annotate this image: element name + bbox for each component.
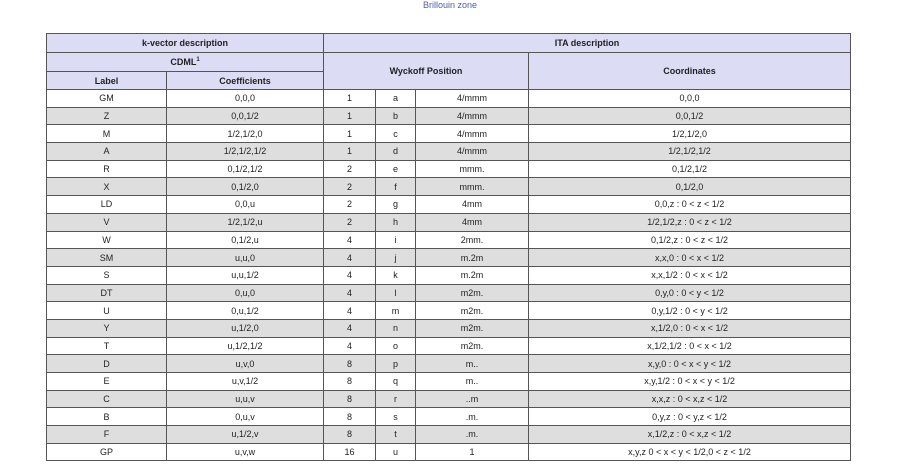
wyckoff-letter-cell: o <box>376 337 416 355</box>
multiplicity-cell: 4 <box>324 249 376 267</box>
table-row <box>47 319 851 337</box>
table-row <box>47 160 851 178</box>
site-symmetry-cell: ..m <box>416 390 529 408</box>
multiplicity-cell: 8 <box>324 355 376 373</box>
coordinates-cell: 1/2,1/2,z : 0 < z < 1/2 <box>529 213 851 231</box>
coefficients-cell: u,u,0 <box>167 249 324 267</box>
wyckoff-letter-cell: h <box>376 213 416 231</box>
table-row <box>47 178 851 196</box>
label-cell: LD <box>47 196 167 214</box>
coordinates-cell: x,1/2,z : 0 < x,z < 1/2 <box>529 426 851 444</box>
coefficients-cell: u,v,w <box>167 443 324 461</box>
site-symmetry-cell: 4/mmm <box>416 107 529 125</box>
multiplicity-cell: 8 <box>324 426 376 444</box>
label-cell: F <box>47 426 167 444</box>
site-symmetry-cell: m2m. <box>416 302 529 320</box>
coefficients-cell: 0,1/2,1/2 <box>167 160 324 178</box>
coordinates-cell: 0,0,1/2 <box>529 107 851 125</box>
site-symmetry-cell: mmm. <box>416 178 529 196</box>
wyckoff-letter-cell: c <box>376 125 416 143</box>
k-vector-description-header: k-vector description <box>47 34 324 53</box>
site-symmetry-cell: 4mm <box>416 196 529 214</box>
site-symmetry-cell: .m. <box>416 408 529 426</box>
site-symmetry-cell: m.. <box>416 355 529 373</box>
coordinates-cell: 0,y,z : 0 < y,z < 1/2 <box>529 408 851 426</box>
site-symmetry-cell: m.2m <box>416 266 529 284</box>
coefficients-cell: u,v,0 <box>167 355 324 373</box>
multiplicity-cell: 4 <box>324 231 376 249</box>
coordinates-header: Coordinates <box>529 53 851 90</box>
wyckoff-letter-cell: n <box>376 319 416 337</box>
label-cell: X <box>47 178 167 196</box>
label-header: Label <box>47 72 167 90</box>
label-cell: R <box>47 160 167 178</box>
wyckoff-letter-cell: u <box>376 443 416 461</box>
wyckoff-letter-cell: l <box>376 284 416 302</box>
wyckoff-letter-cell: q <box>376 373 416 391</box>
table-row <box>47 107 851 125</box>
coefficients-cell: u,u,v <box>167 390 324 408</box>
wyckoff-letter-cell: p <box>376 355 416 373</box>
coordinates-cell: x,1/2,0 : 0 < x < 1/2 <box>529 319 851 337</box>
label-cell: U <box>47 302 167 320</box>
coefficients-cell: u,1/2,v <box>167 426 324 444</box>
coordinates-cell: 1/2,1/2,1/2 <box>529 143 851 161</box>
site-symmetry-cell: m.2m <box>416 249 529 267</box>
site-symmetry-cell: mmm. <box>416 160 529 178</box>
label-cell: S <box>47 266 167 284</box>
label-cell: V <box>47 213 167 231</box>
cdml-header <box>47 53 324 72</box>
multiplicity-cell: 4 <box>324 337 376 355</box>
coordinates-cell: 0,1/2,z : 0 < z < 1/2 <box>529 231 851 249</box>
coefficients-cell: u,1/2,1/2 <box>167 337 324 355</box>
wyckoff-letter-cell: s <box>376 408 416 426</box>
table-row <box>47 426 851 444</box>
coordinates-cell: x,x,1/2 : 0 < x < 1/2 <box>529 266 851 284</box>
wyckoff-letter-cell: t <box>376 426 416 444</box>
coefficients-cell: 0,u,1/2 <box>167 302 324 320</box>
site-symmetry-cell: m2m. <box>416 319 529 337</box>
table-row <box>47 196 851 214</box>
table-row <box>47 125 851 143</box>
wyckoff-letter-cell: d <box>376 143 416 161</box>
coefficients-cell: 0,0,u <box>167 196 324 214</box>
multiplicity-cell: 2 <box>324 160 376 178</box>
brillouin-zone-link[interactable]: Brillouin zone <box>422 0 478 10</box>
table-row <box>47 249 851 267</box>
site-symmetry-cell: 4mm <box>416 213 529 231</box>
coordinates-cell: x,y,z 0 < x < y < 1/2,0 < z < 1/2 <box>529 443 851 461</box>
site-symmetry-cell: 4/mmm <box>416 143 529 161</box>
table-row <box>47 443 851 461</box>
wyckoff-position-header: Wyckoff Position <box>324 53 529 90</box>
label-cell: M <box>47 125 167 143</box>
label-cell: A <box>47 143 167 161</box>
coefficients-cell: u,u,1/2 <box>167 266 324 284</box>
coordinates-cell: 0,1/2,0 <box>529 178 851 196</box>
multiplicity-cell: 16 <box>324 443 376 461</box>
coefficients-cell: u,1/2,0 <box>167 319 324 337</box>
coefficients-header: Coefficients <box>167 72 324 90</box>
coefficients-cell: 0,1/2,u <box>167 231 324 249</box>
table-row <box>47 284 851 302</box>
coefficients-cell: 0,u,v <box>167 408 324 426</box>
coefficients-cell: 0,0,1/2 <box>167 107 324 125</box>
multiplicity-cell: 2 <box>324 196 376 214</box>
wyckoff-letter-cell: r <box>376 390 416 408</box>
label-cell: DT <box>47 284 167 302</box>
site-symmetry-cell: m.. <box>416 373 529 391</box>
wyckoff-letter-cell: k <box>376 266 416 284</box>
label-cell: SM <box>47 249 167 267</box>
label-cell: W <box>47 231 167 249</box>
wyckoff-letter-cell: e <box>376 160 416 178</box>
cdml-footnote-link[interactable]: 1 <box>196 57 200 63</box>
label-cell: B <box>47 408 167 426</box>
coordinates-cell: x,x,0 : 0 < x < 1/2 <box>529 249 851 267</box>
label-cell: E <box>47 373 167 391</box>
label-cell: GM <box>47 90 167 108</box>
coordinates-cell: x,x,z : 0 < x,z < 1/2 <box>529 390 851 408</box>
coefficients-cell: 0,u,0 <box>167 284 324 302</box>
site-symmetry-cell: m2m. <box>416 284 529 302</box>
coordinates-cell: 0,y,0 : 0 < y < 1/2 <box>529 284 851 302</box>
table-row <box>47 90 851 108</box>
coefficients-cell: 1/2,1/2,1/2 <box>167 143 324 161</box>
multiplicity-cell: 1 <box>324 125 376 143</box>
table-row <box>47 266 851 284</box>
table-row <box>47 302 851 320</box>
table-row <box>47 355 851 373</box>
label-cell: D <box>47 355 167 373</box>
multiplicity-cell: 1 <box>324 90 376 108</box>
site-symmetry-cell: 4/mmm <box>416 125 529 143</box>
site-symmetry-cell: m2m. <box>416 337 529 355</box>
coefficients-cell: 0,0,0 <box>167 90 324 108</box>
multiplicity-cell: 4 <box>324 284 376 302</box>
label-cell: C <box>47 390 167 408</box>
label-cell: Y <box>47 319 167 337</box>
multiplicity-cell: 1 <box>324 143 376 161</box>
coefficients-cell: 0,1/2,0 <box>167 178 324 196</box>
label-cell: GP <box>47 443 167 461</box>
table-row <box>47 337 851 355</box>
cdml-label: CDML <box>170 57 197 67</box>
multiplicity-cell: 8 <box>324 373 376 391</box>
coordinates-cell: x,y,1/2 : 0 < x < y < 1/2 <box>529 373 851 391</box>
multiplicity-cell: 4 <box>324 302 376 320</box>
coordinates-cell: 1/2,1/2,0 <box>529 125 851 143</box>
coordinates-cell: 0,0,z : 0 < z < 1/2 <box>529 196 851 214</box>
multiplicity-cell: 8 <box>324 390 376 408</box>
coefficients-cell: 1/2,1/2,0 <box>167 125 324 143</box>
site-symmetry-cell: 4/mmm <box>416 90 529 108</box>
coordinates-cell: 0,1/2,1/2 <box>529 160 851 178</box>
table-row <box>47 213 851 231</box>
label-cell: T <box>47 337 167 355</box>
site-symmetry-cell: 1 <box>416 443 529 461</box>
table-row <box>47 408 851 426</box>
coordinates-cell: 0,y,1/2 : 0 < y < 1/2 <box>529 302 851 320</box>
multiplicity-cell: 4 <box>324 266 376 284</box>
multiplicity-cell: 2 <box>324 178 376 196</box>
multiplicity-cell: 4 <box>324 319 376 337</box>
multiplicity-cell: 2 <box>324 213 376 231</box>
k-vector-table <box>46 33 851 461</box>
wyckoff-letter-cell: f <box>376 178 416 196</box>
table-row <box>47 231 851 249</box>
coordinates-cell: 0,0,0 <box>529 90 851 108</box>
wyckoff-letter-cell: i <box>376 231 416 249</box>
wyckoff-letter-cell: g <box>376 196 416 214</box>
k-vector-rows <box>47 90 851 461</box>
site-symmetry-cell: 2mm. <box>416 231 529 249</box>
site-symmetry-cell: .m. <box>416 426 529 444</box>
wyckoff-letter-cell: b <box>376 107 416 125</box>
coefficients-cell: u,v,1/2 <box>167 373 324 391</box>
coefficients-cell: 1/2,1/2,u <box>167 213 324 231</box>
multiplicity-cell: 8 <box>324 408 376 426</box>
coordinates-cell: x,y,0 : 0 < x < y < 1/2 <box>529 355 851 373</box>
multiplicity-cell: 1 <box>324 107 376 125</box>
table-row <box>47 390 851 408</box>
table-row <box>47 143 851 161</box>
wyckoff-letter-cell: j <box>376 249 416 267</box>
coordinates-cell: x,1/2,1/2 : 0 < x < 1/2 <box>529 337 851 355</box>
label-cell: Z <box>47 107 167 125</box>
table-row <box>47 373 851 391</box>
wyckoff-letter-cell: a <box>376 90 416 108</box>
wyckoff-letter-cell: m <box>376 302 416 320</box>
ita-description-header: ITA description <box>324 34 851 53</box>
